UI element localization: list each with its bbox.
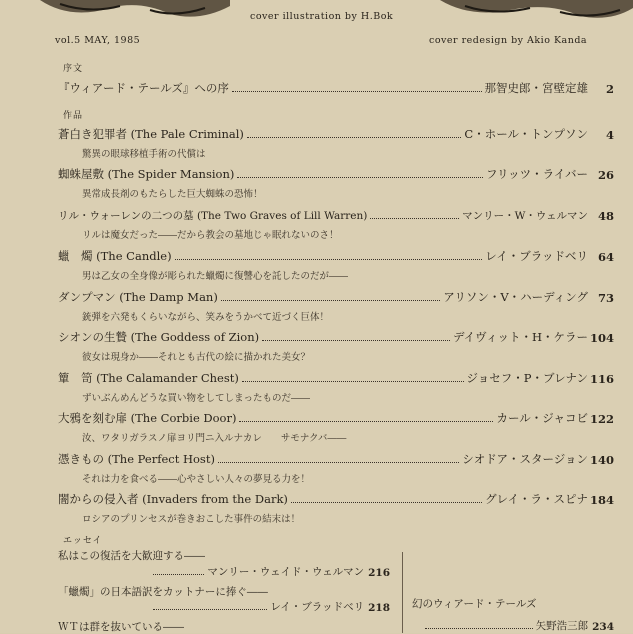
leader-dots [232, 91, 482, 92]
issue-label: vol.5 MAY, 1985 [55, 35, 141, 46]
entry-subtitle: 男は乙女の全身像が彫られた蠟燭に復讐心を託したのだが―― [82, 271, 349, 282]
entry-page: 48 [597, 209, 614, 223]
entry-author: グレイ・ラ・スピナ [485, 492, 588, 506]
entry-subtitle: 彼女は現身か――それとも古代の絵に描かれた美女？ [82, 352, 311, 363]
toc-entry[interactable] [58, 329, 614, 345]
entry-page: 122 [589, 412, 614, 426]
entry-page: 2 [605, 82, 614, 96]
entry-title: 蠟 燭 (The Candle) [58, 249, 172, 263]
entry-page: 104 [589, 331, 614, 345]
entry-page: 64 [597, 250, 614, 264]
entry-title: シオンの生贄 (The Goddess of Zion) [58, 330, 260, 344]
leader-dots [247, 137, 462, 138]
toc-entry[interactable] [58, 370, 614, 386]
entry-title: リル・ウォーレンの二つの墓 (The Two Graves of Lill Warren) [58, 210, 368, 222]
section-works-label: 作品 [63, 111, 84, 121]
toc-entry[interactable] [58, 207, 614, 223]
essay-byline [150, 564, 390, 579]
entry-page: 26 [597, 168, 614, 182]
entry-author: C・ホール・トンプソン [464, 127, 588, 141]
illustration-credit: cover illustration by H.Bok [250, 11, 394, 22]
leader-dots [237, 177, 483, 178]
leader-dots [221, 300, 440, 301]
toc-entry[interactable] [58, 289, 614, 305]
entry-author: シオドア・スタージョン [462, 452, 588, 466]
entry-author: ジョセフ・P・ブレナン [466, 371, 588, 385]
entry-author: 那智史郎・宮壁定雄 [484, 81, 588, 95]
essay-title[interactable]: 幻のウィアード・テールズ [412, 598, 537, 610]
entry-page: 184 [589, 493, 614, 507]
essay-author: レイ・ブラッドベリ [270, 601, 365, 613]
leader-dots [425, 628, 533, 629]
entry-title: 簞 笥 (The Calamander Chest) [58, 371, 239, 385]
entry-author: カール・ジャコビ [496, 411, 588, 425]
entry-page: 73 [597, 291, 614, 305]
entry-subtitle: ロシアのプリンセスが巻きおこした事件の結末は！ [82, 514, 301, 525]
entry-title: 『ウィアード・テールズ』への序 [58, 81, 229, 95]
toc-entry[interactable] [58, 491, 614, 507]
entry-page: 4 [605, 128, 614, 142]
leader-dots [218, 462, 459, 463]
essay-title[interactable]: ＷＴは群を抜いている―― [58, 621, 184, 633]
section-preface-label: 序文 [63, 64, 84, 74]
leader-dots [262, 340, 450, 341]
essay-author: マンリー・ウェイド・ウェルマン [207, 566, 365, 578]
entry-author: アリソン・V・ハーディング [443, 290, 588, 304]
toc-entry[interactable] [58, 126, 614, 142]
entry-author: フリッツ・ライバー [485, 167, 588, 181]
essay-page: 216 [368, 567, 390, 579]
essay-title[interactable]: 私はこの復活を大歓迎する―― [58, 550, 205, 562]
leader-dots [242, 381, 464, 382]
entry-author: マンリー・W・ウェルマン [462, 210, 588, 222]
entry-author: デイヴィット・H・ケラー [452, 330, 588, 344]
entry-page: 116 [589, 372, 614, 386]
leader-dots [153, 574, 204, 575]
entry-subtitle: 驚異の眼球移植手術の代償は [82, 149, 206, 160]
column-divider [402, 552, 403, 633]
redesign-credit: cover redesign by Akio Kanda [429, 35, 588, 46]
entry-author: レイ・ブラッドベリ [485, 249, 588, 263]
toc-entry[interactable] [58, 451, 614, 467]
leader-dots [291, 502, 482, 503]
entry-subtitle: ずいぶんめんどうな買い物をしてしまったものだ―― [82, 393, 311, 404]
essay-byline [422, 618, 614, 633]
toc-entry-preface[interactable] [58, 80, 614, 96]
entry-title: 憑きもの (The Perfect Host) [58, 452, 215, 466]
leader-dots [153, 609, 267, 610]
entry-title: 大鴉を刻む扉 (The Corbie Door) [58, 411, 237, 425]
toc-entry[interactable] [58, 248, 614, 264]
leader-dots [175, 259, 483, 260]
entry-subtitle: それは力を食べる――心やさしい人々の夢見る力を！ [82, 474, 311, 485]
entry-subtitle: 銃弾を六発もくらいながら、笑みをうかべて近づく巨体！ [82, 312, 330, 323]
entry-subtitle: 異常成長剤のもたらした巨大蜘蛛の恐怖！ [82, 189, 263, 200]
entry-page: 140 [589, 453, 614, 467]
toc-entry[interactable] [58, 166, 614, 182]
leader-dots [239, 421, 493, 422]
essay-title[interactable]: 「蠟燭」の日本語訳をカットナーに捧ぐ―― [58, 586, 268, 598]
toc-entry[interactable] [58, 410, 614, 426]
section-essays-label: エッセイ [63, 536, 103, 546]
essay-byline [150, 599, 390, 614]
entry-title: ダンプマン (The Damp Man) [58, 290, 218, 304]
essay-author: 矢野浩三郎 [535, 620, 589, 632]
entry-title: 闇からの侵入者 (Invaders from the Dark) [58, 492, 288, 506]
leader-dots [370, 218, 459, 219]
entry-title: 蜘蛛屋敷 (The Spider Mansion) [58, 167, 235, 181]
entry-subtitle: 汝、ワタリガラスノ扉ヨリ門ニ入ルナカレ サモナクバ―― [82, 433, 347, 444]
entry-title: 蒼白き犯罪者 (The Pale Criminal) [58, 127, 244, 141]
essay-page: 234 [592, 621, 614, 633]
entry-subtitle: リルは魔女だった――だから教会の墓地じゃ眠れないのさ！ [82, 230, 339, 241]
essay-page: 218 [368, 602, 390, 614]
